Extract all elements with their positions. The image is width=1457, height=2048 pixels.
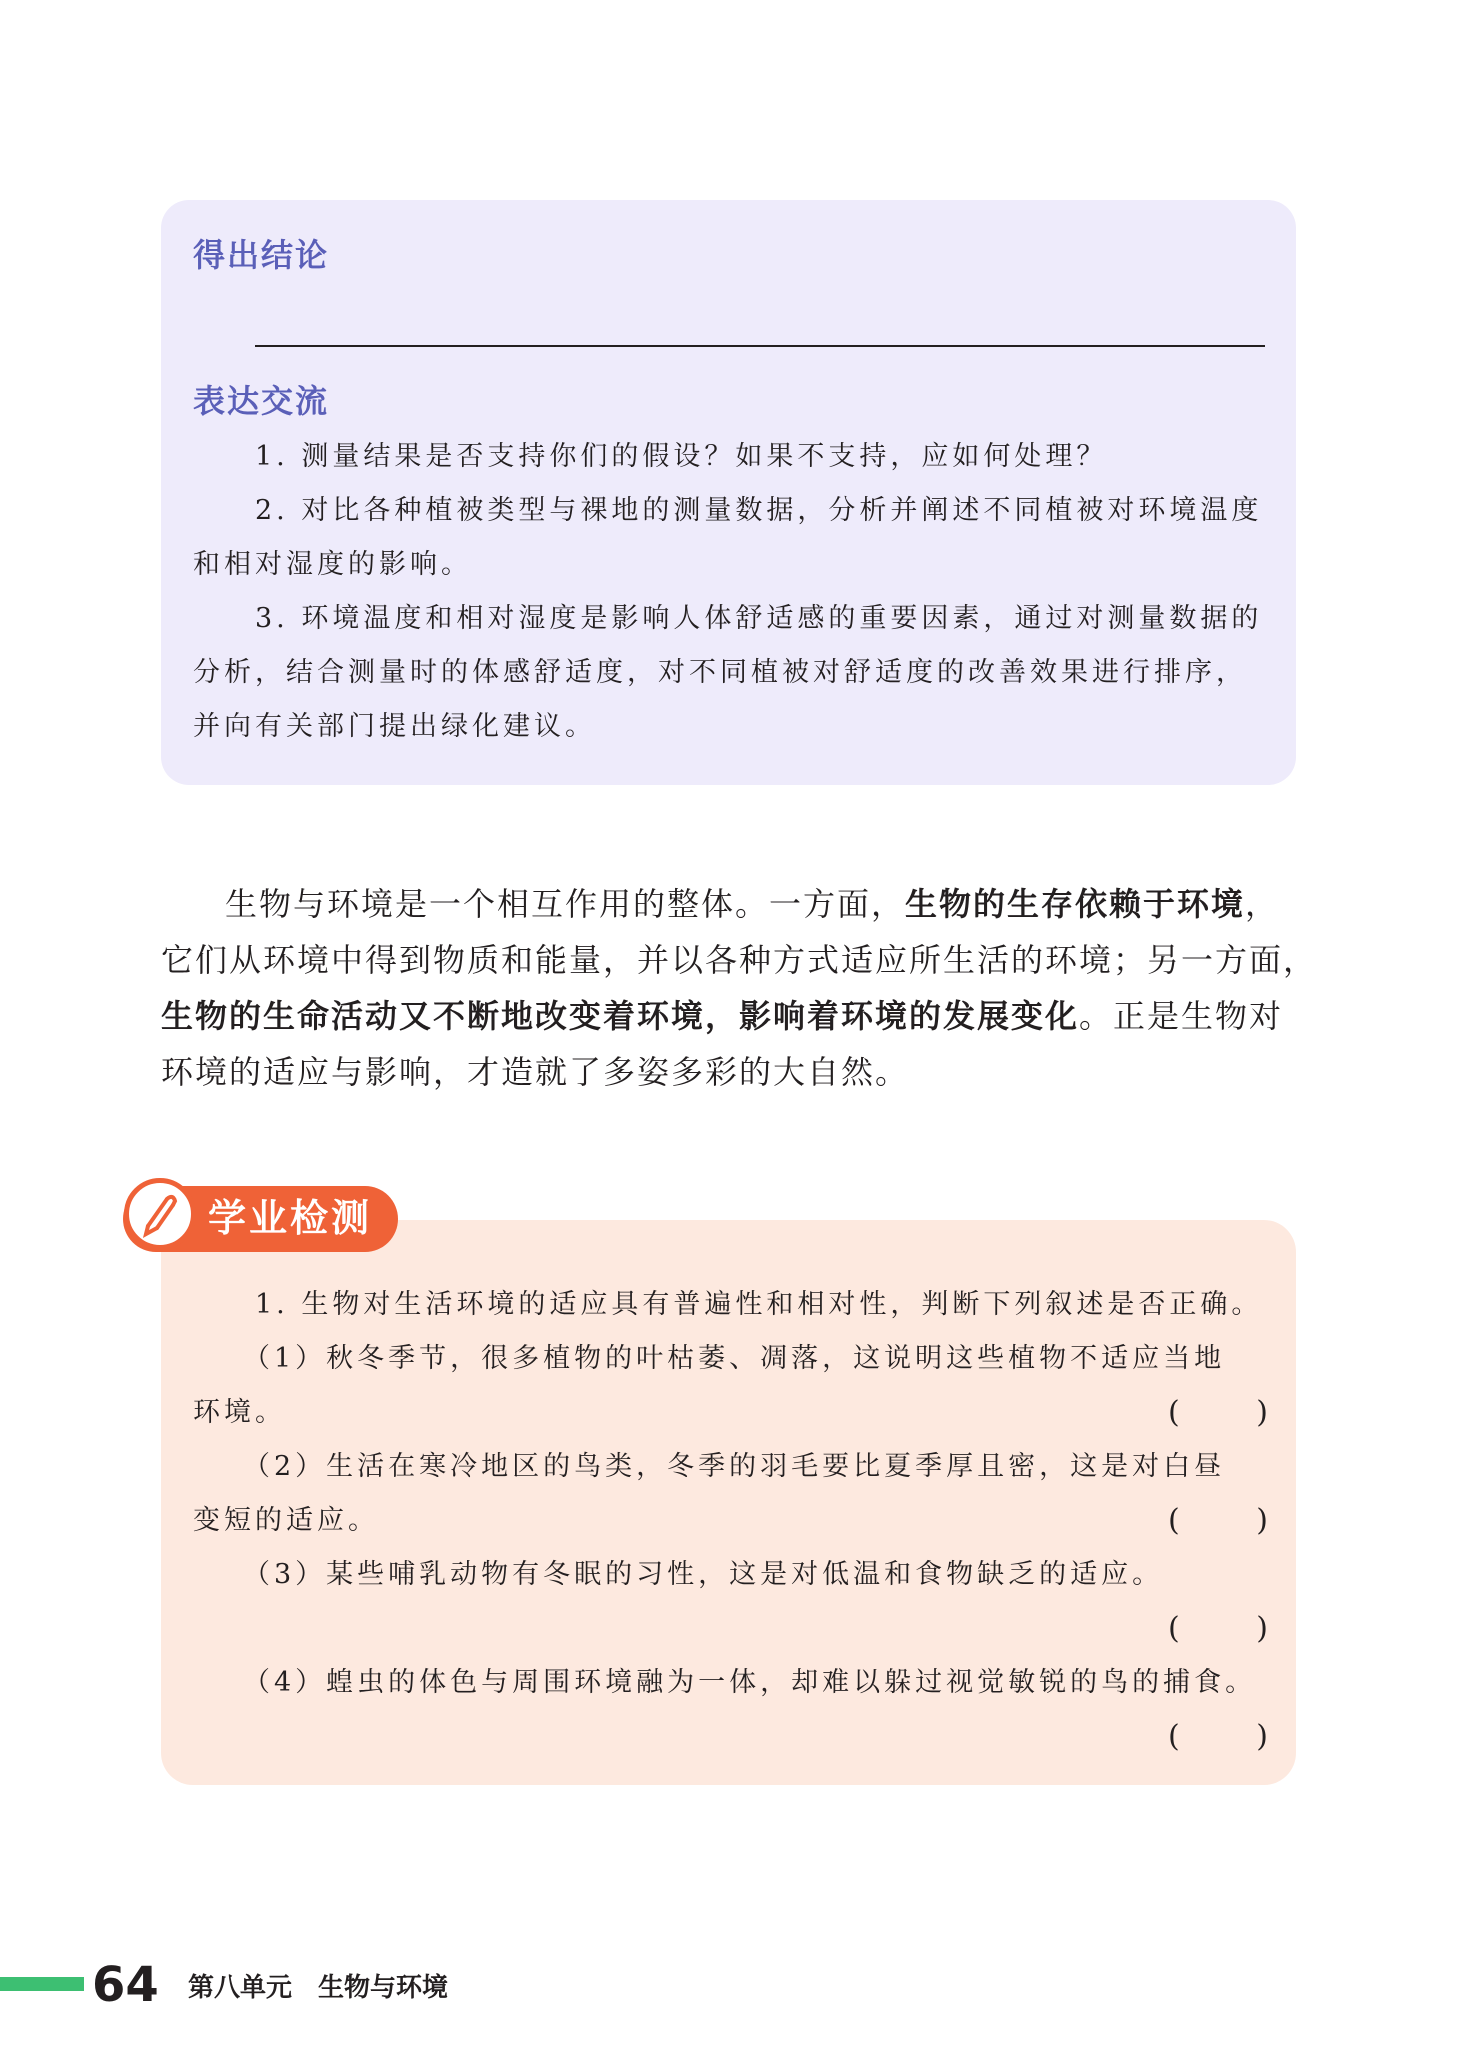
exchange-heading: 表达交流	[193, 382, 330, 420]
exchange-item-1: 1. 测量结果是否支持你们的假设？如果不支持，应如何处理？	[255, 441, 1108, 472]
body-line-4: 环境的适应与影响，才造就了多姿多彩的大自然。	[161, 1053, 910, 1091]
body-line-1: 生物与环境是一个相互作用的整体。一方面，生物的生存依赖于环境，	[225, 885, 1280, 923]
exchange-item-2-cont: 和相对湿度的影响。	[193, 549, 472, 580]
quiz-item-4: （4）蝗虫的体色与周围环境融为一体，却难以躲过视觉敏锐的鸟的捕食。	[243, 1667, 1257, 1698]
quiz-item-3: （3）某些哺乳动物有冬眠的习性，这是对低温和食物缺乏的适应。	[243, 1559, 1164, 1590]
page-number: 64	[92, 1957, 159, 2013]
quiz-item-2-cont: 变短的适应。	[193, 1505, 379, 1536]
conclusion-heading: 得出结论	[193, 236, 330, 274]
exchange-item-3-end: 并向有关部门提出绿化建议。	[193, 711, 596, 742]
exchange-item-3: 3. 环境温度和相对湿度是影响人体舒适感的重要因素，通过对测量数据的	[255, 603, 1263, 634]
answer-blank[interactable]: ( )	[1168, 1719, 1268, 1754]
answer-blank[interactable]: ( )	[1168, 1503, 1268, 1538]
body-line-3: 生物的生命活动又不断地改变着环境，影响着环境的发展变化。正是生物对	[161, 997, 1284, 1035]
body-line-2: 它们从环境中得到物质和能量，并以各种方式适应所生活的环境；另一方面，	[161, 941, 1318, 979]
exchange-item-3-cont: 分析，结合测量时的体感舒适度，对不同植被对舒适度的改善效果进行排序，	[193, 657, 1247, 688]
quiz-question: 1. 生物对生活环境的适应具有普遍性和相对性，判断下列叙述是否正确。	[255, 1289, 1263, 1320]
quiz-item-2: （2）生活在寒冷地区的鸟类，冬季的羽毛要比夏季厚且密，这是对白昼	[243, 1451, 1226, 1482]
answer-line	[255, 345, 1265, 347]
pencil-icon	[124, 1178, 196, 1250]
answer-blank[interactable]: ( )	[1168, 1611, 1268, 1646]
quiz-item-1: （1）秋冬季节，很多植物的叶枯萎、凋落，这说明这些植物不适应当地	[243, 1343, 1226, 1374]
emphasis-text: 生物的生命活动又不断地改变着环境，影响着环境的发展变化	[161, 997, 1080, 1035]
unit-label: 第八单元 生物与环境	[188, 1973, 449, 2003]
emphasis-text: 生物的生存依赖于环境	[905, 885, 1246, 923]
exchange-item-2: 2. 对比各种植被类型与裸地的测量数据，分析并阐述不同植被对环境温度	[255, 495, 1263, 526]
answer-blank[interactable]: ( )	[1168, 1395, 1268, 1430]
quiz-title: 学业检测	[208, 1196, 373, 1240]
footer-bar	[0, 1977, 84, 1991]
quiz-item-1-cont: 环境。	[193, 1397, 286, 1428]
